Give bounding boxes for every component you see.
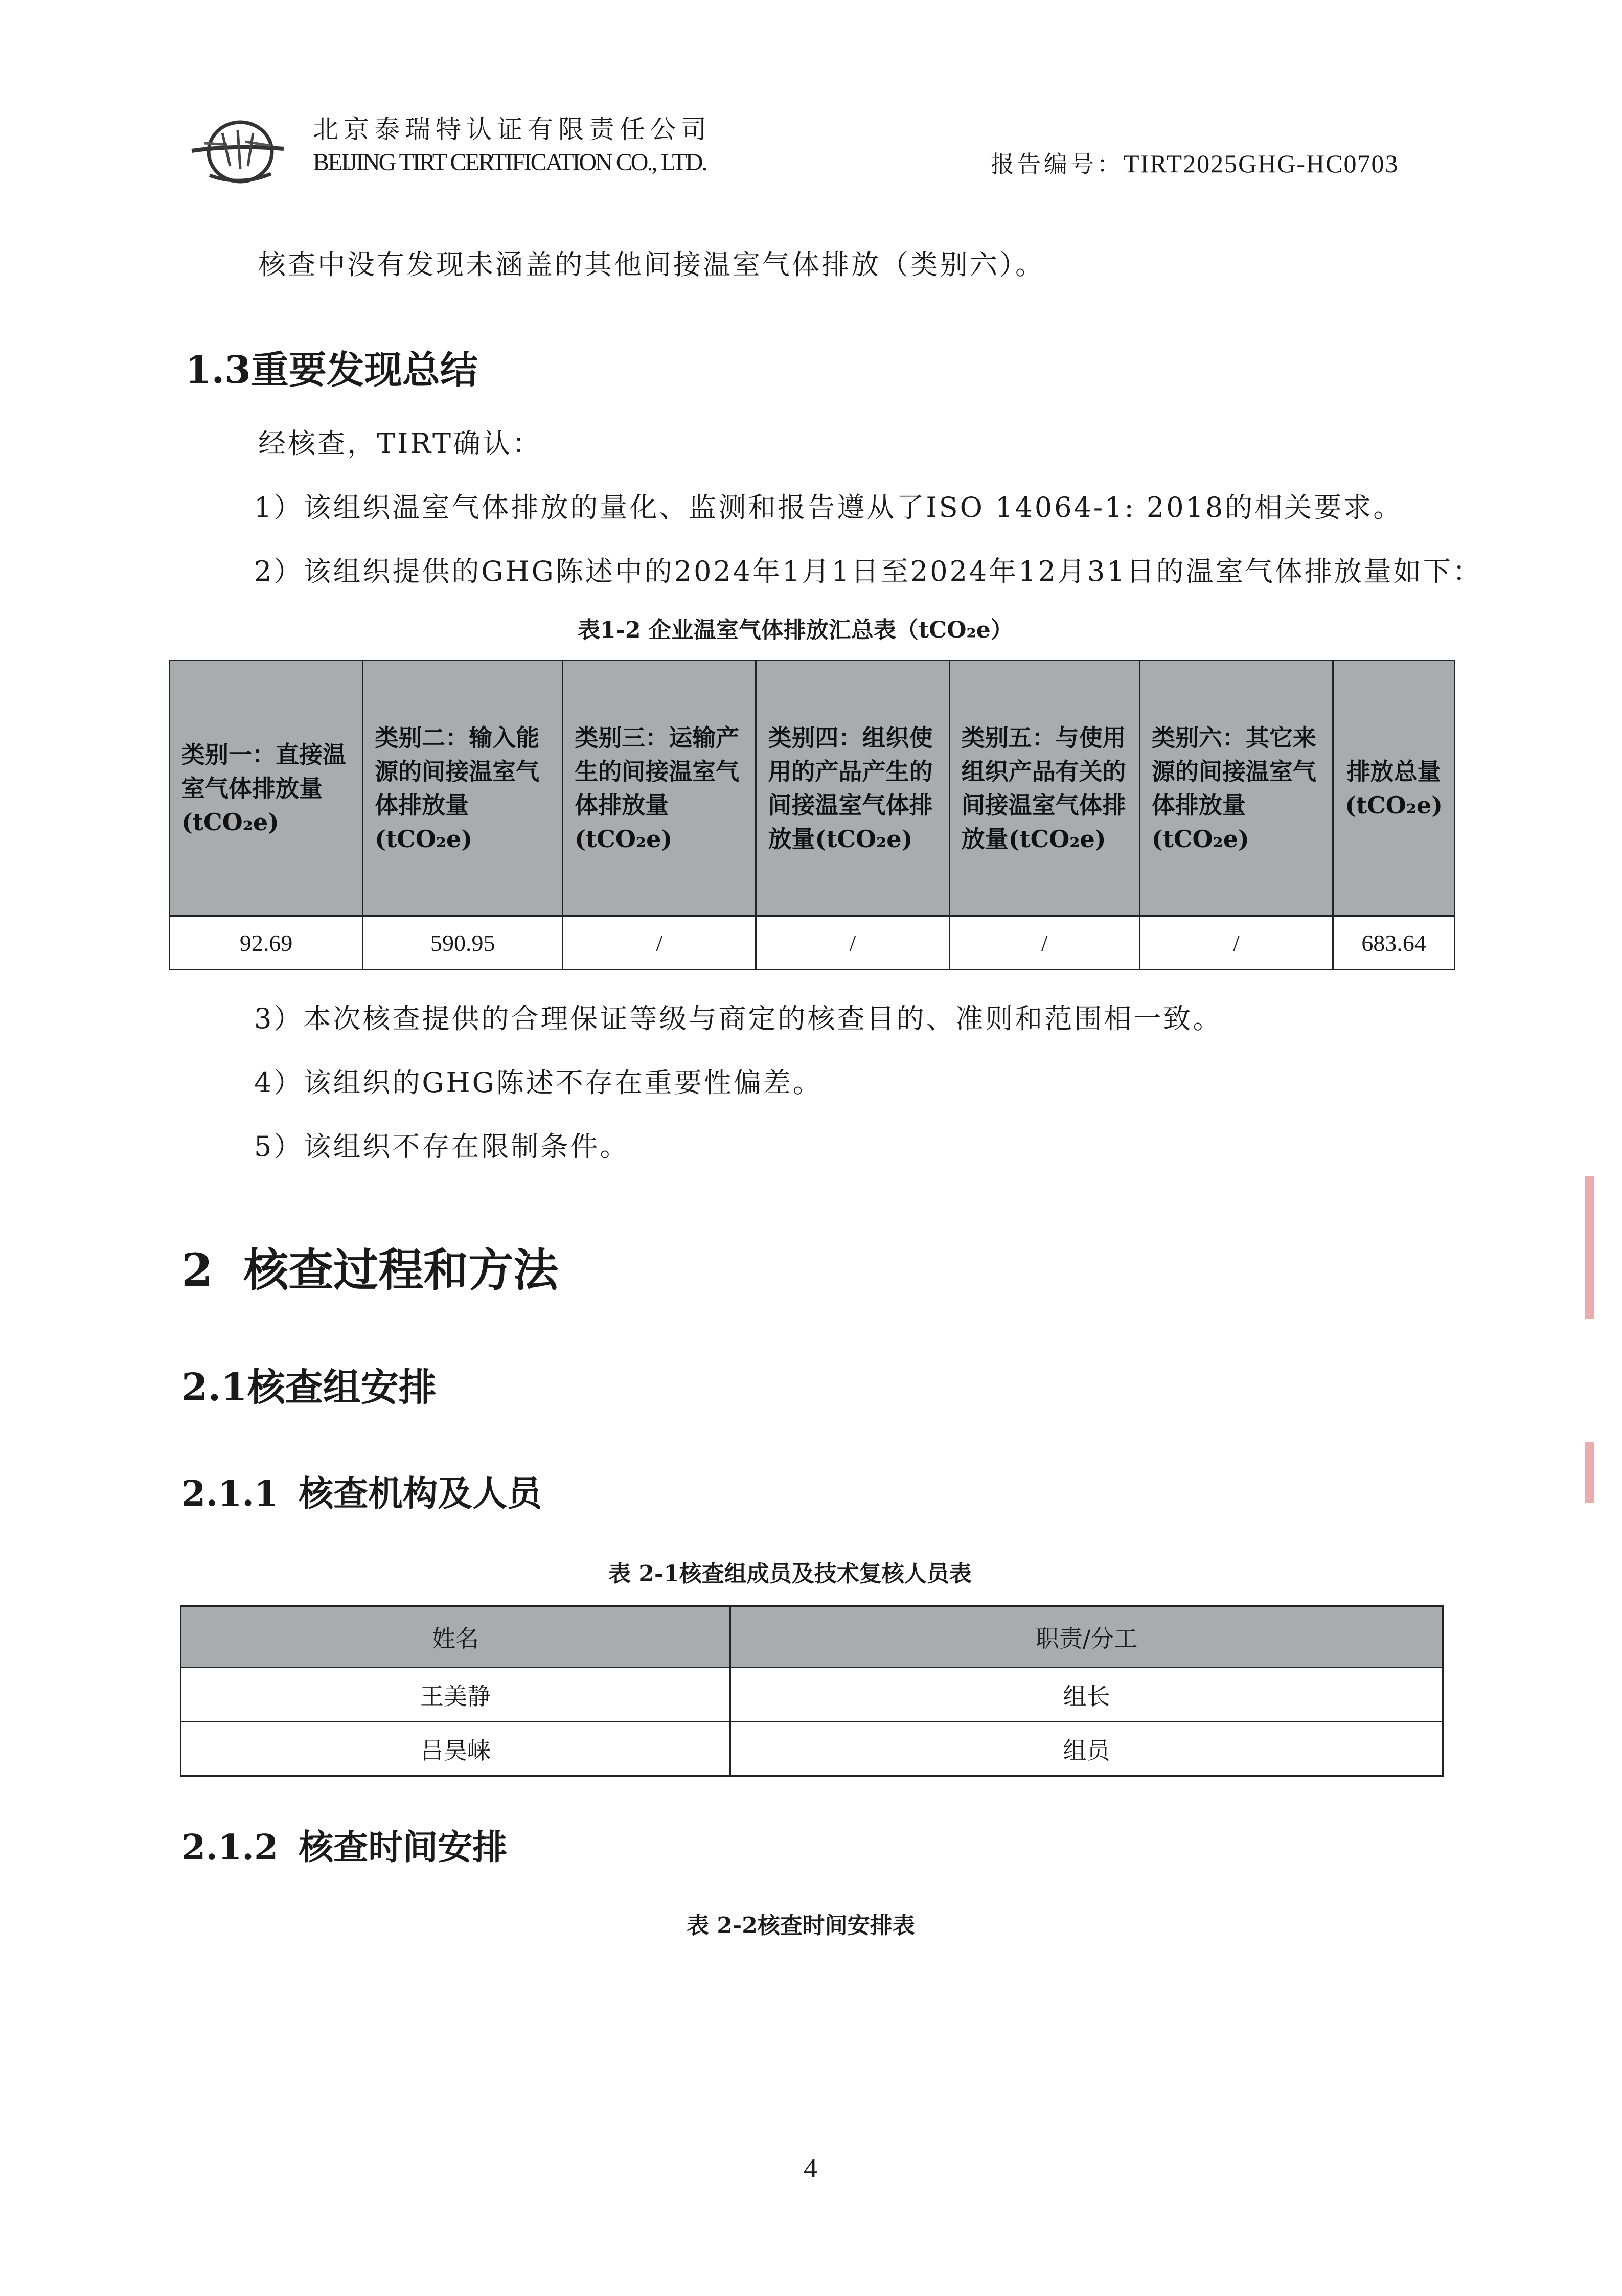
table-cell: /: [1139, 916, 1333, 970]
table-row: [170, 916, 1455, 970]
edge-stamp-mark: [1585, 1442, 1594, 1503]
section-2-1-1-heading: [181, 1466, 542, 1516]
edge-stamp-mark: [1585, 1176, 1594, 1319]
section-2-1-2-number: 2.1.2: [181, 1827, 279, 1868]
finding-item-4: 4）该组织的GHG陈述不存在重要性偏差。: [254, 1066, 823, 1099]
page-number: 4: [804, 2153, 817, 2184]
table-header-cell: 类别六：其它来源的间接温室气体排放量(tCO₂e): [1139, 661, 1333, 916]
section-2-1-2-heading: [181, 1820, 507, 1870]
finding-item-2: 2）该组织提供的GHG陈述中的2024年1月1日至2024年12月31日的温室气体排放量如下：: [254, 555, 1482, 587]
report-number-label: 报告编号：: [991, 150, 1124, 178]
table-cell: /: [756, 916, 949, 970]
table-cell: 590.95: [363, 916, 563, 970]
table-cell: /: [949, 916, 1139, 970]
table-cell: 王美静: [181, 1668, 730, 1722]
table-2-1-caption: 表 2-1核查组成员及技术复核人员表: [608, 1561, 972, 1587]
table-header-cell: 类别一：直接温室气体排放量(tCO₂e): [170, 661, 363, 916]
section-2-heading: [181, 1235, 558, 1299]
table-cell: 683.64: [1333, 916, 1455, 970]
findings-lead: 经核查，TIRT确认：: [258, 427, 542, 460]
table-cell: 吕昊崃: [181, 1722, 730, 1776]
table-cell: 组员: [730, 1722, 1443, 1776]
table-2-2-caption: 表 2-2核查时间安排表: [687, 1913, 915, 1939]
emissions-summary-table: [169, 660, 1455, 970]
company-name-en: BEIJING TIRT CERTIFICATION CO., LTD.: [313, 149, 706, 176]
table-cell: /: [563, 916, 756, 970]
report-number: [991, 146, 1399, 179]
finding-item-3: 3）本次核查提供的合理保证等级与商定的核查目的、准则和范围相一致。: [254, 1003, 1223, 1035]
table-cell: 组长: [730, 1668, 1443, 1722]
table-header-cell: 类别四：组织使用的产品产生的间接温室气体排放量(tCO₂e): [756, 661, 949, 916]
table-header-cell: 类别三：运输产生的间接温室气体排放量(tCO₂e): [563, 661, 756, 916]
section-2-title: 核查过程和方法: [243, 1243, 559, 1297]
table-1-2-caption: 表1-2 企业温室气体排放汇总表（tCO₂e）: [578, 617, 1013, 643]
company-name-cn: 北京泰瑞特认证有限责任公司: [313, 115, 712, 144]
table-header-cell: 职责/分工: [730, 1606, 1443, 1668]
table-row: [181, 1722, 1443, 1776]
table-header-row: [170, 661, 1455, 916]
finding-item-1: 1）该组织温室气体排放的量化、监测和报告遵从了ISO 14064-1: 2018的相关要求。: [254, 491, 1403, 524]
report-number-value: TIRT2025GHG-HC0703: [1124, 149, 1399, 178]
table-header-row: [181, 1606, 1443, 1668]
section-2-1-2-title: 核查时间安排: [299, 1827, 508, 1868]
section-1-3-heading: 1.3重要发现总结: [185, 348, 478, 392]
intro-paragraph: 核查中没有发现未涵盖的其他间接温室气体排放（类别六）。: [258, 248, 1045, 281]
team-members-table: [180, 1605, 1444, 1777]
table-header-cell: 类别五：与使用组织产品有关的间接温室气体排放量(tCO₂e): [949, 661, 1139, 916]
company-logo: [189, 115, 286, 189]
section-2-1-1-number: 2.1.1: [181, 1473, 279, 1514]
table-header-cell: 姓名: [181, 1606, 730, 1668]
table-cell: 92.69: [170, 916, 363, 970]
section-2-1-1-title: 核查机构及人员: [299, 1473, 542, 1514]
table-row: [181, 1668, 1443, 1722]
table-header-cell: 类别二：输入能源的间接温室气体排放量(tCO₂e): [363, 661, 563, 916]
table-header-cell: 排放总量(tCO₂e): [1333, 661, 1455, 916]
section-2-number: 2: [181, 1243, 213, 1297]
finding-item-5: 5）该组织不存在限制条件。: [254, 1130, 630, 1163]
section-2-1-heading: 2.1核查组安排: [181, 1366, 437, 1410]
